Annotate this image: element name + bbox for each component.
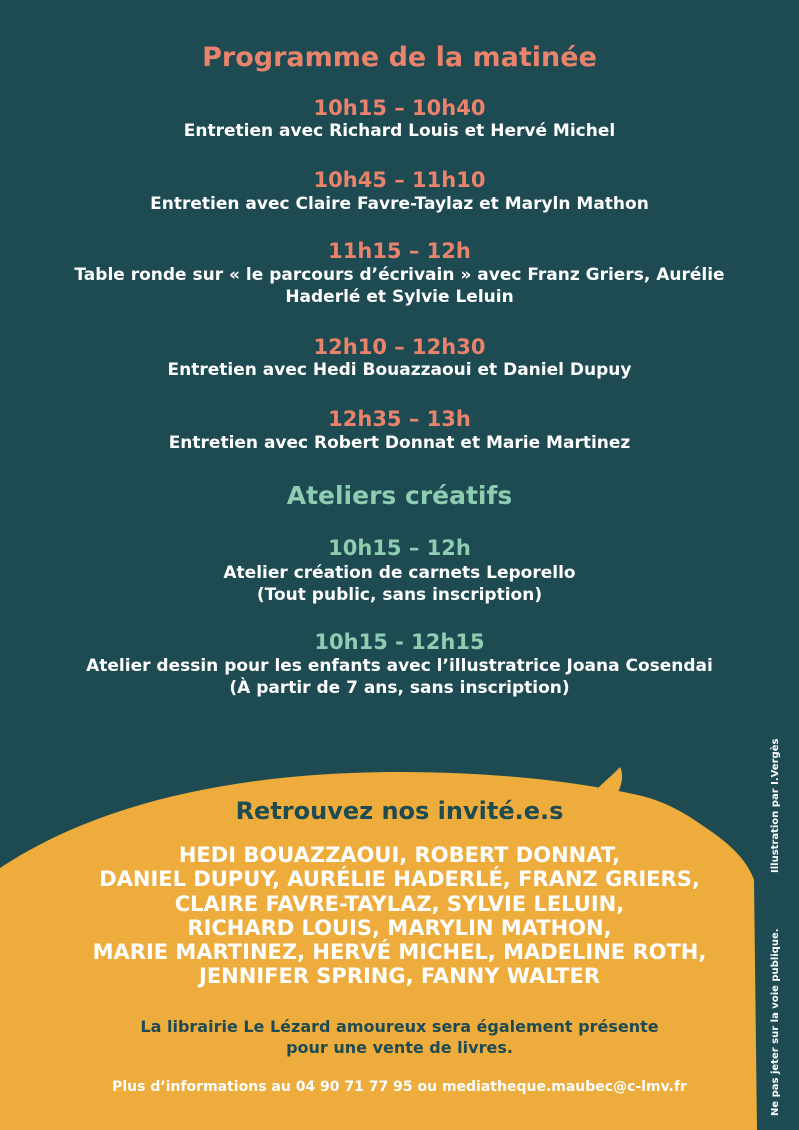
- programme-desc-line: Entretien avec Robert Donnat et Marie Martinez: [168, 433, 631, 453]
- contact-prefix: Plus d’informations au: [112, 1079, 296, 1095]
- programme-time-1: 10h15 – 10h40: [313, 96, 486, 120]
- guests-line: CLAIRE FAVRE-TAYLAZ, SYLVIE LELUIN,: [174, 891, 625, 916]
- atelier-time-1: 10h15 – 12h: [328, 536, 471, 560]
- programme-title: Programme de la matinée: [202, 42, 597, 73]
- guests-line: JENNIFER SPRING, FANNY WALTER: [199, 964, 600, 989]
- programme-time-5: 12h35 – 13h: [328, 407, 471, 431]
- guests-title: Retrouvez nos invité.e.s: [235, 797, 564, 825]
- programme-desc-line: Entretien avec Richard Louis et Hervé Michel: [183, 121, 616, 141]
- guests-line: HEDI BOUAZZAOUI, ROBERT DONNAT,: [178, 843, 621, 867]
- email-address: mediatheque.maubec@c-lmv.fr: [441, 1079, 687, 1095]
- programme-desc-line: Table ronde sur « le parcours d’écrivain » avec Franz Griers, Aurélie: [74, 265, 725, 285]
- programme-desc-2: [40, 193, 759, 215]
- atelier-desc-line: Atelier dessin pour les enfants avec l’illustratrice Joana Cosendai: [86, 656, 713, 676]
- programme-time-4: 12h10 – 12h30: [313, 335, 486, 359]
- atelier-desc-1: [40, 562, 759, 606]
- atelier-desc-line: (Tout public, sans inscription): [256, 585, 543, 605]
- programme-time-3: 11h15 – 12h: [328, 239, 471, 263]
- programme-desc-line: Haderlé et Sylvie Leluin: [285, 287, 514, 307]
- programme-desc-line: Entretien avec Claire Favre-Taylaz et Maryln Mathon: [150, 194, 649, 214]
- programme-desc-5: [40, 432, 759, 454]
- library-line: La librairie Le Lézard amoureux sera également présente: [140, 1017, 659, 1036]
- guests-line: DANIEL DUPUY, AURÉLIE HADERLÉ, FRANZ GRIERS,: [99, 867, 700, 892]
- ateliers-title: Ateliers créatifs: [286, 481, 513, 510]
- guests-list: [60, 843, 739, 989]
- guests-line: MARIE MARTINEZ, HERVÉ MICHEL, MADELINE ROTH,: [92, 940, 707, 965]
- contact-line: [0, 1079, 799, 1095]
- library-note: [60, 1016, 739, 1058]
- programme-time-2: 10h45 – 11h10: [313, 168, 486, 192]
- atelier-desc-line: (À partir de 7 ans, sans inscription): [229, 678, 570, 698]
- library-line: pour une vente de livres.: [286, 1038, 513, 1057]
- programme-desc-4: [40, 359, 759, 381]
- guests-line: RICHARD LOUIS, MARYLIN MATHON,: [187, 915, 612, 940]
- atelier-desc-line: Atelier création de carnets Leporello: [223, 563, 576, 583]
- atelier-time-2: 10h15 - 12h15: [314, 630, 485, 654]
- programme-desc-line: Entretien avec Hedi Bouazzaoui et Daniel Dupuy: [167, 360, 632, 380]
- contact-middle: ou: [412, 1079, 442, 1095]
- phone-number: 04 90 71 77 95: [295, 1079, 413, 1095]
- atelier-desc-2: [40, 655, 759, 699]
- programme-desc-1: [40, 120, 759, 142]
- litter-notice: Ne pas jeter sur la voie publique.: [770, 928, 781, 1116]
- programme-desc-3: [40, 264, 759, 308]
- illustration-credit: Illustration par I.Vergès: [770, 738, 781, 873]
